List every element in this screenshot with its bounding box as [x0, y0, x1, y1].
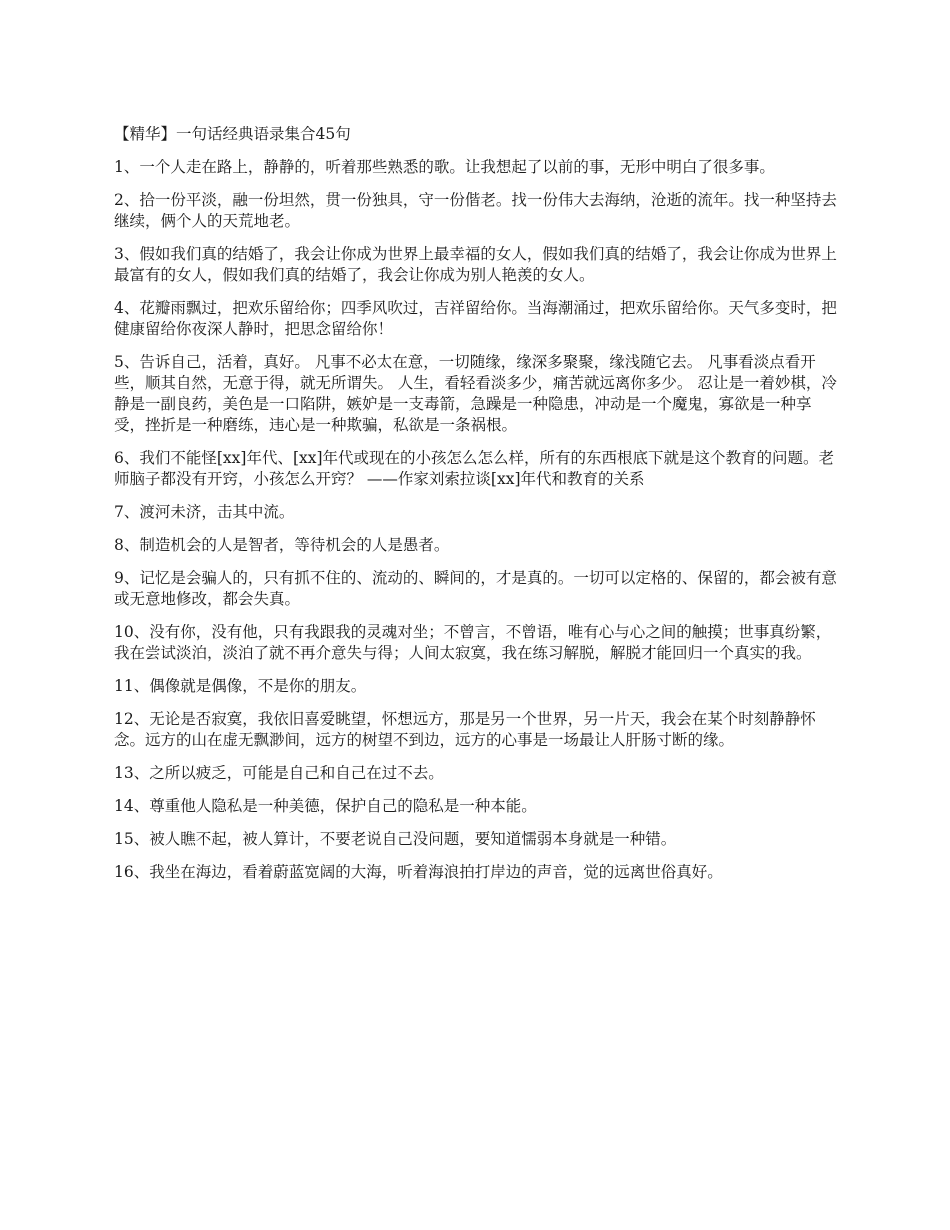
- quote-paragraph-3: 3、假如我们真的结婚了，我会让你成为世界上最幸福的女人，假如我们真的结婚了，我会让你成为世界上最富有的女人，假如我们真的结婚了，我会让你成为别人艳羡的女人。: [114, 245, 837, 284]
- quote-paragraph-11: 11、偶像就是偶像，不是你的朋友。: [114, 677, 367, 695]
- quote-paragraph-8: 8、制造机会的人是智者，等待机会的人是愚者。: [114, 536, 450, 554]
- quote-paragraph-13: 13、之所以疲乏，可能是自己和自己在过不去。: [114, 764, 444, 782]
- quote-paragraph-14: 14、尊重他人隐私是一种美德，保护自己的隐私是一种本能。: [114, 797, 537, 815]
- quote-paragraph-15: 15、被人瞧不起，被人算计，不要老说自己没问题，要知道懦弱本身就是一种错。: [114, 830, 677, 848]
- document-body: [114, 124, 838, 895]
- document-title: 【精华】一句话经典语录集合45句: [114, 125, 351, 143]
- quote-paragraph-10: 10、没有你，没有他，只有我跟我的灵魂对坐；不曾言，不曾语，唯有心与心之间的触摸；世事真纷繁，我在尝试淡泊，淡泊了就不再介意失与得；人间太寂寞，我在练习解脱，解脱才能回归一个真实的我。: [114, 623, 832, 662]
- quote-paragraph-12: 12、无论是否寂寞，我依旧喜爱眺望，怀想远方，那是另一个世界，另一片天，我会在某个时刻静静怀念。远方的山在虚无飘渺间，远方的树望不到边，远方的心事是一场最让人肝肠寸断的缘。: [114, 710, 816, 749]
- quote-paragraph-5: 5、告诉自己，活着，真好。 凡事不必太在意，一切随缘，缘深多聚聚，缘浅随它去。 凡事看淡点看开些，顺其自然，无意于得，就无所谓失。 人生，看轻看淡多少，痛苦就远离你多少。 忍让是一着妙棋，冷静是一副良药，美色是一口陷阱，嫉妒是一支毒箭，急躁是一种隐患，冲动是一个魔鬼，寡欲是一种享受，挫折是一种磨练，违心是一种欺骗，私欲是一条祸根。: [114, 353, 837, 434]
- quote-paragraph-2: 2、拾一份平淡，融一份坦然，贯一份独具，守一份偕老。找一份伟大去海纳，沧逝的流年。找一种坚持去继续，俩个人的天荒地老。: [114, 191, 837, 230]
- quote-paragraph-7: 7、渡河未济，击其中流。: [114, 503, 295, 521]
- quote-paragraph-1: 1、一个人走在路上，静静的，听着那些熟悉的歌。让我想起了以前的事，无形中明白了很多事。: [114, 158, 775, 176]
- quote-paragraph-16: 16、我坐在海边，看着蔚蓝宽阔的大海，听着海浪拍打岸边的声音，觉的远离世俗真好。: [114, 863, 723, 881]
- quote-paragraph-6: 6、我们不能怪[xx]年代、[xx]年代或现在的小孩怎么怎么样，所有的东西根底下就是这个教育的问题。老师脑子都没有开窍，小孩怎么开窍？ ——作家刘索拉谈[xx]年代和教育的关系: [114, 449, 835, 488]
- quote-paragraph-4: 4、花瓣雨飘过，把欢乐留给你；四季风吹过，吉祥留给你。当海潮涌过，把欢乐留给你。天气多变时，把健康留给你夜深人静时，把思念留给你！: [114, 299, 837, 338]
- quote-paragraph-9: 9、记忆是会骗人的，只有抓不住的、流动的、瞬间的，才是真的。一切可以定格的、保留的，都会被有意或无意地修改，都会失真。: [114, 569, 837, 608]
